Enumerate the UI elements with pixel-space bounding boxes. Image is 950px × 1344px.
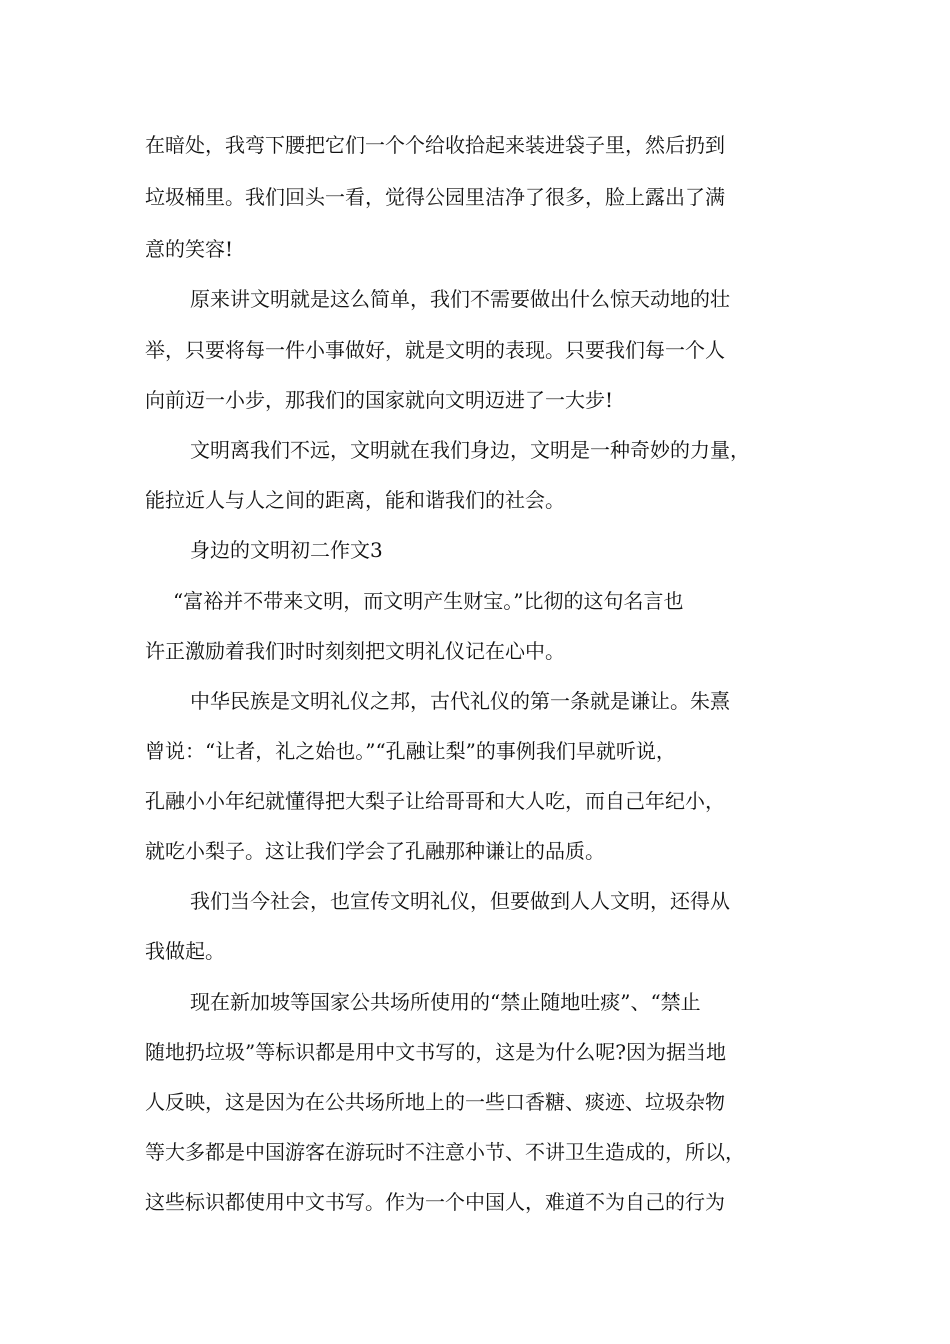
text-line: 现在新加坡等国家公共场所使用的“禁止随地吐痰”、“禁止 <box>190 990 701 1014</box>
text-line: “富裕并不带来文明，而文明产生财宝。”比彻的这句名言也 <box>173 589 684 613</box>
text-line: 原来讲文明就是这么简单，我们不需要做出什么惊天动地的壮 <box>190 287 730 311</box>
text-line: 文明离我们不远，文明就在我们身边，文明是一种奇妙的力量， <box>190 438 750 462</box>
text-line: 曾说：“让者，礼之始也。”“孔融让梨”的事例我们早就听说， <box>145 739 676 763</box>
text-line: 这些标识都使用中文书写。作为一个中国人，难道不为自己的行为 <box>145 1190 725 1214</box>
text-line: 我们当今社会，也宣传文明礼仪，但要做到人人文明，还得从 <box>190 889 730 913</box>
text-line: 举，只要将每一件小事做好，就是文明的表现。只要我们每一个人 <box>145 338 725 362</box>
text-line: 许正激励着我们时时刻刻把文明礼仪记在心中。 <box>145 639 565 663</box>
text-line: 中华民族是文明礼仪之邦，古代礼仪的第一条就是谦让。朱熹 <box>190 689 730 713</box>
text-line: 我做起。 <box>145 939 225 963</box>
text-line: 垃圾桶里。我们回头一看，觉得公园里洁净了很多，脸上露出了满 <box>145 185 725 209</box>
text-line: 在暗处，我弯下腰把它们一个个给收拾起来装进袋子里，然后扔到 <box>145 133 725 157</box>
text-line: 随地扔垃圾”等标识都是用中文书写的，这是为什么呢?因为据当地 <box>145 1040 726 1064</box>
text-line: 向前迈一小步，那我们的国家就向文明迈进了一大步! <box>145 388 614 412</box>
text-line: 就吃小梨子。这让我们学会了孔融那种谦让的品质。 <box>145 839 605 863</box>
text-line: 意的笑容! <box>145 237 234 261</box>
text-line: 人反映，这是因为在公共场所地上的一些口香糖、痰迹、垃圾杂物 <box>145 1090 725 1114</box>
text-line: 能拉近人与人之间的距离，能和谐我们的社会。 <box>145 488 565 512</box>
text-line: 孔融小小年纪就懂得把大梨子让给哥哥和大人吃，而自己年纪小， <box>145 789 725 813</box>
text-line: 等大多都是中国游客在游玩时不注意小节、不讲卫生造成的，所以， <box>145 1140 745 1164</box>
section-heading: 身边的文明初二作文3 <box>190 538 383 562</box>
